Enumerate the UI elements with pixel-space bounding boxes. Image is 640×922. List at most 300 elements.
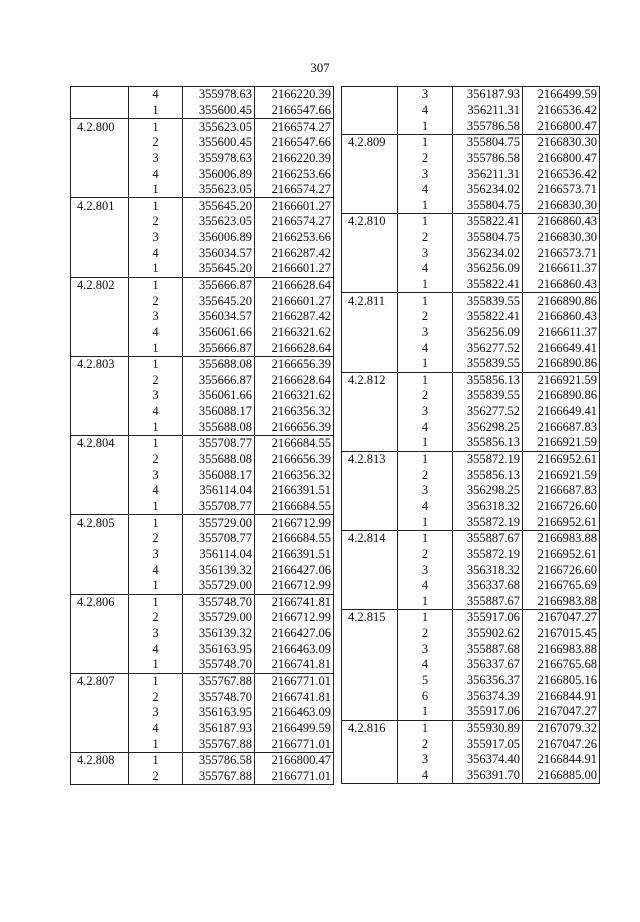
parcel-id-cell: [71, 151, 129, 167]
point-number-cell: 1: [398, 356, 453, 372]
table-row: [71, 214, 334, 230]
x-coordinate-cell: 356139.32: [183, 562, 255, 578]
x-coordinate-cell: 355767.88: [183, 769, 255, 785]
x-coordinate-cell: 356061.66: [183, 325, 255, 341]
table-row: [71, 356, 334, 372]
x-coordinate-cell: 355978.63: [183, 151, 255, 167]
table-row: [342, 736, 600, 752]
x-coordinate-cell: 356034.57: [183, 245, 255, 261]
point-number-cell: 3: [129, 547, 183, 563]
parcel-id-cell: [342, 261, 398, 277]
y-coordinate-cell: 2166830.30: [523, 134, 600, 150]
parcel-id-cell: [342, 467, 398, 483]
x-coordinate-cell: 355729.00: [183, 578, 255, 594]
y-coordinate-cell: 2166574.27: [255, 119, 334, 135]
parcel-id-cell: [342, 688, 398, 704]
point-number-cell: 4: [398, 578, 453, 594]
parcel-id-cell: [71, 135, 129, 151]
point-number-cell: 2: [129, 610, 183, 626]
point-number-cell: 4: [129, 483, 183, 499]
point-number-cell: 1: [398, 277, 453, 293]
point-number-cell: 3: [129, 230, 183, 246]
x-coordinate-cell: 356318.32: [453, 499, 523, 515]
point-number-cell: 2: [129, 373, 183, 389]
parcel-id-cell: [342, 151, 398, 167]
x-coordinate-cell: 356374.39: [453, 688, 523, 704]
point-number-cell: 4: [129, 721, 183, 737]
x-coordinate-cell: 356139.32: [183, 626, 255, 642]
table-row: [342, 578, 600, 594]
table-row: [342, 103, 600, 119]
x-coordinate-cell: 356088.17: [183, 467, 255, 483]
x-coordinate-cell: 355887.67: [453, 530, 523, 546]
point-number-cell: 1: [398, 610, 453, 626]
parcel-id-cell: [342, 641, 398, 657]
table-row: [342, 530, 600, 546]
parcel-id-cell: [342, 340, 398, 356]
parcel-id-cell: [342, 673, 398, 689]
table-row: [342, 451, 600, 467]
x-coordinate-cell: 355623.05: [183, 119, 255, 135]
parcel-id-cell: [342, 435, 398, 451]
point-number-cell: 3: [398, 87, 453, 103]
parcel-id-cell: 4.2.805: [71, 515, 129, 531]
table-row: [71, 594, 334, 610]
y-coordinate-cell: 2166741.81: [255, 657, 334, 673]
y-coordinate-cell: 2166611.37: [523, 261, 600, 277]
table-row: [71, 736, 334, 752]
parcel-id-cell: [342, 594, 398, 610]
y-coordinate-cell: 2166771.01: [255, 769, 334, 785]
y-coordinate-cell: 2166656.39: [255, 419, 334, 435]
parcel-id-cell: [71, 325, 129, 341]
point-number-cell: 1: [129, 736, 183, 752]
parcel-id-cell: [342, 245, 398, 261]
parcel-id-cell: [342, 626, 398, 642]
parcel-id-cell: 4.2.813: [342, 451, 398, 467]
y-coordinate-cell: 2166983.88: [523, 641, 600, 657]
table-row: [71, 673, 334, 689]
table-row: [342, 388, 600, 404]
x-coordinate-cell: 355839.55: [453, 388, 523, 404]
y-coordinate-cell: 2166712.99: [255, 578, 334, 594]
y-coordinate-cell: 2166656.39: [255, 452, 334, 468]
point-number-cell: 3: [129, 388, 183, 404]
y-coordinate-cell: 2166611.37: [523, 325, 600, 341]
y-coordinate-cell: 2166536.42: [523, 166, 600, 182]
x-coordinate-cell: 355708.77: [183, 436, 255, 452]
y-coordinate-cell: 2166321.62: [255, 325, 334, 341]
x-coordinate-cell: 356337.67: [453, 657, 523, 673]
y-coordinate-cell: 2166890.86: [523, 388, 600, 404]
table-row: [71, 436, 334, 452]
point-number-cell: 4: [129, 641, 183, 657]
y-coordinate-cell: 2166712.99: [255, 610, 334, 626]
table-row: [71, 277, 334, 293]
point-number-cell: 1: [129, 578, 183, 594]
parcel-id-cell: [71, 245, 129, 261]
parcel-id-cell: 4.2.801: [71, 198, 129, 214]
parcel-id-cell: [71, 309, 129, 325]
table-row: [342, 404, 600, 420]
x-coordinate-cell: 356114.04: [183, 483, 255, 499]
x-coordinate-cell: 355786.58: [183, 752, 255, 768]
y-coordinate-cell: 2166220.39: [255, 151, 334, 167]
point-number-cell: 1: [398, 435, 453, 451]
y-coordinate-cell: 2166765.68: [523, 657, 600, 673]
table-row: [71, 135, 334, 151]
x-coordinate-cell: 356187.93: [453, 87, 523, 103]
table-row: [342, 372, 600, 388]
parcel-id-cell: [342, 356, 398, 372]
x-coordinate-cell: 355748.70: [183, 594, 255, 610]
x-coordinate-cell: 355600.45: [183, 103, 255, 119]
y-coordinate-cell: 2166463.09: [255, 705, 334, 721]
parcel-id-cell: 4.2.806: [71, 594, 129, 610]
table-row: [342, 720, 600, 736]
x-coordinate-cell: 355666.87: [183, 373, 255, 389]
y-coordinate-cell: 2167047.27: [523, 704, 600, 720]
point-number-cell: 3: [129, 151, 183, 167]
table-row: [71, 373, 334, 389]
point-number-cell: 4: [398, 340, 453, 356]
parcel-id-cell: [71, 261, 129, 277]
y-coordinate-cell: 2166253.66: [255, 166, 334, 182]
x-coordinate-cell: 355688.08: [183, 452, 255, 468]
point-number-cell: 1: [129, 419, 183, 435]
table-row: [71, 309, 334, 325]
table-row: [71, 404, 334, 420]
x-coordinate-cell: 356391.70: [453, 768, 523, 784]
y-coordinate-cell: 2166921.59: [523, 372, 600, 388]
x-coordinate-cell: 355767.88: [183, 736, 255, 752]
parcel-id-cell: [71, 721, 129, 737]
point-number-cell: 2: [398, 736, 453, 752]
y-coordinate-cell: 2166391.51: [255, 547, 334, 563]
parcel-id-cell: 4.2.802: [71, 277, 129, 293]
parcel-id-cell: [342, 736, 398, 752]
point-number-cell: 1: [398, 214, 453, 230]
y-coordinate-cell: 2166649.41: [523, 404, 600, 420]
x-coordinate-cell: 355666.87: [183, 277, 255, 293]
point-number-cell: 3: [129, 626, 183, 642]
parcel-id-cell: [71, 214, 129, 230]
point-number-cell: 1: [129, 657, 183, 673]
x-coordinate-cell: 356256.09: [453, 325, 523, 341]
x-coordinate-cell: 356337.68: [453, 578, 523, 594]
parcel-id-cell: [71, 166, 129, 182]
table-row: [342, 547, 600, 563]
y-coordinate-cell: 2166628.64: [255, 277, 334, 293]
x-coordinate-cell: 355688.08: [183, 356, 255, 372]
table-row: [342, 197, 600, 213]
point-number-cell: 4: [398, 182, 453, 198]
point-number-cell: 4: [129, 245, 183, 261]
y-coordinate-cell: 2166499.59: [523, 87, 600, 103]
table-row: [342, 704, 600, 720]
x-coordinate-cell: 355708.77: [183, 499, 255, 515]
parcel-id-cell: [342, 230, 398, 246]
parcel-id-cell: [71, 736, 129, 752]
x-coordinate-cell: 356234.02: [453, 182, 523, 198]
parcel-id-cell: [71, 373, 129, 389]
y-coordinate-cell: 2167047.26: [523, 736, 600, 752]
point-number-cell: 4: [398, 261, 453, 277]
coordinates-table-left: [70, 86, 334, 785]
point-number-cell: 1: [129, 752, 183, 768]
point-number-cell: 3: [129, 705, 183, 721]
x-coordinate-cell: 355887.67: [453, 594, 523, 610]
table-row: [71, 657, 334, 673]
y-coordinate-cell: 2166952.61: [523, 514, 600, 530]
table-row: [342, 230, 600, 246]
y-coordinate-cell: 2166726.60: [523, 562, 600, 578]
x-coordinate-cell: 355623.05: [183, 214, 255, 230]
x-coordinate-cell: 355600.45: [183, 135, 255, 151]
x-coordinate-cell: 355872.19: [453, 547, 523, 563]
parcel-id-cell: [71, 705, 129, 721]
x-coordinate-cell: 356277.52: [453, 404, 523, 420]
x-coordinate-cell: 355872.19: [453, 451, 523, 467]
point-number-cell: 3: [398, 245, 453, 261]
table-row: [71, 419, 334, 435]
parcel-id-cell: [71, 626, 129, 642]
table-row: [342, 214, 600, 230]
x-coordinate-cell: 355978.63: [183, 87, 255, 103]
table-row: [71, 769, 334, 785]
page-number: 307: [310, 60, 330, 75]
table-row: [342, 340, 600, 356]
table-row: [71, 182, 334, 198]
y-coordinate-cell: 2166574.27: [255, 182, 334, 198]
parcel-id-cell: [342, 197, 398, 213]
x-coordinate-cell: 355902.62: [453, 626, 523, 642]
x-coordinate-cell: 356061.66: [183, 388, 255, 404]
parcel-id-cell: [342, 483, 398, 499]
table-row: [71, 198, 334, 214]
parcel-id-cell: 4.2.800: [71, 119, 129, 135]
table-row: [71, 562, 334, 578]
parcel-id-cell: 4.2.807: [71, 673, 129, 689]
point-number-cell: 3: [398, 562, 453, 578]
parcel-id-cell: [71, 657, 129, 673]
x-coordinate-cell: 355856.13: [453, 435, 523, 451]
y-coordinate-cell: 2166684.55: [255, 531, 334, 547]
y-coordinate-cell: 2166771.01: [255, 736, 334, 752]
point-number-cell: 1: [129, 103, 183, 119]
point-number-cell: 4: [398, 419, 453, 435]
point-number-cell: 1: [398, 293, 453, 309]
point-number-cell: 1: [398, 720, 453, 736]
table-row: [71, 578, 334, 594]
point-number-cell: 1: [398, 372, 453, 388]
table-row: [71, 547, 334, 563]
table-row: [71, 230, 334, 246]
parcel-id-cell: [71, 499, 129, 515]
table-row: [342, 752, 600, 768]
x-coordinate-cell: 355645.20: [183, 261, 255, 277]
parcel-id-cell: [342, 166, 398, 182]
x-coordinate-cell: 355822.41: [453, 309, 523, 325]
y-coordinate-cell: 2167047.27: [523, 610, 600, 626]
y-coordinate-cell: 2166741.81: [255, 594, 334, 610]
x-coordinate-cell: 355822.41: [453, 277, 523, 293]
table-row: [342, 419, 600, 435]
y-coordinate-cell: 2166391.51: [255, 483, 334, 499]
x-coordinate-cell: 355623.05: [183, 182, 255, 198]
point-number-cell: 1: [398, 514, 453, 530]
point-number-cell: 1: [398, 594, 453, 610]
x-coordinate-cell: 355786.58: [453, 118, 523, 134]
point-number-cell: 1: [129, 182, 183, 198]
x-coordinate-cell: 355822.41: [453, 214, 523, 230]
table-row: [71, 452, 334, 468]
point-number-cell: 4: [129, 325, 183, 341]
y-coordinate-cell: 2166921.59: [523, 435, 600, 451]
table-row: [342, 166, 600, 182]
parcel-id-cell: [342, 704, 398, 720]
x-coordinate-cell: 356187.93: [183, 721, 255, 737]
point-number-cell: 1: [129, 340, 183, 356]
y-coordinate-cell: 2166601.27: [255, 261, 334, 277]
y-coordinate-cell: 2166321.62: [255, 388, 334, 404]
parcel-id-cell: [342, 768, 398, 784]
y-coordinate-cell: 2166574.27: [255, 214, 334, 230]
point-number-cell: 4: [398, 499, 453, 515]
y-coordinate-cell: 2166427.06: [255, 626, 334, 642]
table-row: [342, 499, 600, 515]
parcel-id-cell: 4.2.809: [342, 134, 398, 150]
x-coordinate-cell: 355767.88: [183, 673, 255, 689]
x-coordinate-cell: 356163.95: [183, 641, 255, 657]
parcel-id-cell: [71, 689, 129, 705]
parcel-id-cell: [71, 531, 129, 547]
point-number-cell: 2: [129, 293, 183, 309]
parcel-id-cell: [342, 103, 398, 119]
point-number-cell: 4: [129, 87, 183, 103]
y-coordinate-cell: 2166860.43: [523, 277, 600, 293]
y-coordinate-cell: 2166860.43: [523, 214, 600, 230]
parcel-id-cell: [342, 752, 398, 768]
point-number-cell: 1: [129, 198, 183, 214]
point-number-cell: 1: [398, 197, 453, 213]
table-row: [342, 293, 600, 309]
parcel-id-cell: [342, 388, 398, 404]
y-coordinate-cell: 2166885.00: [523, 768, 600, 784]
point-number-cell: 1: [129, 261, 183, 277]
y-coordinate-cell: 2166536.42: [523, 103, 600, 119]
table-row: [342, 356, 600, 372]
parcel-id-cell: [71, 419, 129, 435]
y-coordinate-cell: 2167015.45: [523, 626, 600, 642]
point-number-cell: 3: [129, 467, 183, 483]
table-row: [342, 118, 600, 134]
point-number-cell: 2: [398, 626, 453, 642]
table-row: [71, 626, 334, 642]
y-coordinate-cell: 2166771.01: [255, 673, 334, 689]
table-row: [342, 467, 600, 483]
parcel-id-cell: 4.2.815: [342, 610, 398, 626]
parcel-id-cell: [71, 641, 129, 657]
y-coordinate-cell: 2166656.39: [255, 356, 334, 372]
table-row: [71, 641, 334, 657]
x-coordinate-cell: 355930.89: [453, 720, 523, 736]
table-row: [342, 134, 600, 150]
y-coordinate-cell: 2166687.83: [523, 419, 600, 435]
y-coordinate-cell: 2166356.32: [255, 404, 334, 420]
point-number-cell: 2: [129, 214, 183, 230]
table-row: [342, 562, 600, 578]
x-coordinate-cell: 355917.06: [453, 704, 523, 720]
table-row: [71, 261, 334, 277]
point-number-cell: 3: [398, 166, 453, 182]
table-row: [342, 151, 600, 167]
x-coordinate-cell: 355856.13: [453, 372, 523, 388]
table-row: [342, 309, 600, 325]
x-coordinate-cell: 355729.00: [183, 515, 255, 531]
y-coordinate-cell: 2166800.47: [255, 752, 334, 768]
table-row: [71, 705, 334, 721]
table-row: [342, 182, 600, 198]
y-coordinate-cell: 2166800.47: [523, 151, 600, 167]
parcel-id-cell: [342, 562, 398, 578]
x-coordinate-cell: 356256.09: [453, 261, 523, 277]
point-number-cell: 4: [398, 103, 453, 119]
point-number-cell: 1: [129, 594, 183, 610]
x-coordinate-cell: 356234.02: [453, 245, 523, 261]
point-number-cell: 3: [398, 483, 453, 499]
point-number-cell: 5: [398, 673, 453, 689]
parcel-id-cell: [71, 467, 129, 483]
x-coordinate-cell: 356034.57: [183, 309, 255, 325]
coordinates-table-right: [341, 86, 600, 784]
parcel-id-cell: 4.2.803: [71, 356, 129, 372]
x-coordinate-cell: 356277.52: [453, 340, 523, 356]
y-coordinate-cell: 2166601.27: [255, 293, 334, 309]
y-coordinate-cell: 2166547.66: [255, 103, 334, 119]
point-number-cell: 3: [129, 309, 183, 325]
parcel-id-cell: [342, 514, 398, 530]
y-coordinate-cell: 2166499.59: [255, 721, 334, 737]
y-coordinate-cell: 2166890.86: [523, 356, 600, 372]
parcel-id-cell: [71, 87, 129, 103]
y-coordinate-cell: 2166220.39: [255, 87, 334, 103]
parcel-id-cell: [342, 547, 398, 563]
parcel-id-cell: [342, 182, 398, 198]
point-number-cell: 4: [129, 404, 183, 420]
parcel-id-cell: [71, 340, 129, 356]
y-coordinate-cell: 2166800.47: [523, 118, 600, 134]
x-coordinate-cell: 355748.70: [183, 657, 255, 673]
point-number-cell: 2: [129, 689, 183, 705]
parcel-id-cell: [342, 87, 398, 103]
y-coordinate-cell: 2166287.42: [255, 309, 334, 325]
x-coordinate-cell: 355666.87: [183, 340, 255, 356]
parcel-id-cell: [342, 657, 398, 673]
y-coordinate-cell: 2166628.64: [255, 340, 334, 356]
parcel-id-cell: [71, 103, 129, 119]
table-row: [342, 261, 600, 277]
table-row: [71, 483, 334, 499]
table-row: [342, 87, 600, 103]
point-number-cell: 3: [398, 325, 453, 341]
point-number-cell: 4: [398, 768, 453, 784]
table-row: [342, 325, 600, 341]
point-number-cell: 1: [398, 530, 453, 546]
parcel-id-cell: [71, 769, 129, 785]
x-coordinate-cell: 355748.70: [183, 689, 255, 705]
x-coordinate-cell: 355645.20: [183, 198, 255, 214]
